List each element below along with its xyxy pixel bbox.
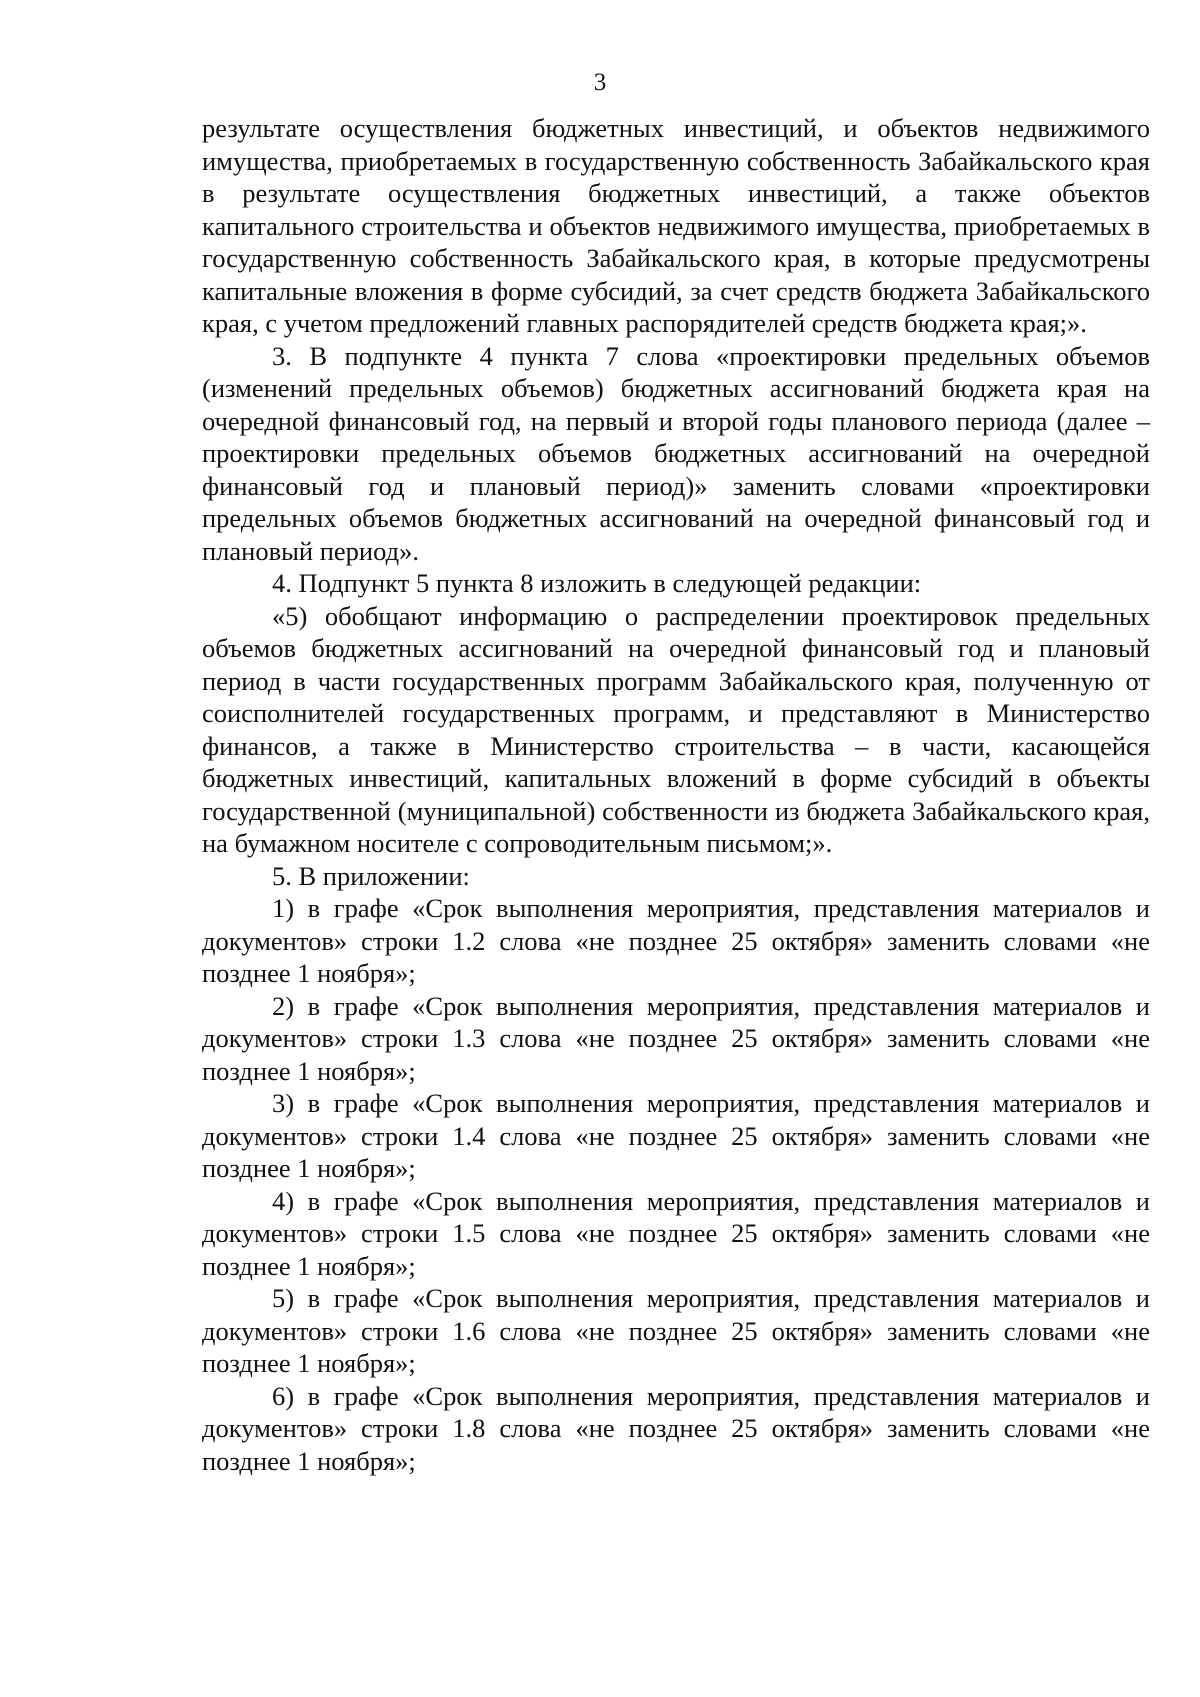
document-body xyxy=(202,112,1150,1477)
paragraph-item-3: 3. В подпункте 4 пункта 7 слова «проектировки предельных объемов (изменений предельных объемов) бюджетных ассигнований бюджета края на очередной финансовый год, на первый и второй годы планового периода (далее – проектировки предельных объемов бюджетных ассигнований на очередной финансовый год и плановый период)» заменить словами «проектировки предельных объемов бюджетных ассигнований на очередной финансовый год и плановый период». xyxy=(202,340,1150,566)
paragraph-subitem-2: 2) в графе «Срок выполнения мероприятия, представления материалов и документов» строки 1.3 слова «не позднее 25 октября» заменить словами «не позднее 1 ноября»; xyxy=(202,990,1150,1086)
paragraph-subitem-5: 5) в графе «Срок выполнения мероприятия, представления материалов и документов» строки 1.6 слова «не позднее 25 октября» заменить словами «не позднее 1 ноября»; xyxy=(202,1283,1150,1378)
paragraph-subitem-3: 3) в графе «Срок выполнения мероприятия, представления материалов и документов» строки 1.4 слова «не позднее 25 октября» заменить словами «не позднее 1 ноября»; xyxy=(202,1088,1150,1183)
paragraph-item-5: 5. В приложении: xyxy=(272,860,470,891)
paragraph-continuation: результате осуществления бюджетных инвестиций, и объектов недвижимого имущества, приобретаемых в государственную собственность Забайкальского края в результате осуществления бюджетных инвестиций, а также объектов капитального строительства и объектов недвижимого имущества, приобретаемых в государственную собственность Забайкальского края, в которые предусмотрены капитальные вложения в форме субсидий, за счет средств бюджета Забайкальского края, с учетом предложений главных распорядителей средств бюджета края;». xyxy=(202,113,1150,338)
paragraph-item-4: 4. Подпункт 5 пункта 8 изложить в следующей редакции: xyxy=(272,568,922,598)
paragraph-subitem-6: 6) в графе «Срок выполнения мероприятия, представления материалов и документов» строки 1.8 слова «не позднее 25 октября» заменить словами «не позднее 1 ноября»; xyxy=(202,1380,1150,1476)
paragraph-subitem-4: 4) в графе «Срок выполнения мероприятия, представления материалов и документов» строки 1.5 слова «не позднее 25 октября» заменить словами «не позднее 1 ноября»; xyxy=(202,1185,1150,1281)
page-number: 3 xyxy=(593,69,607,96)
paragraph-quoted-subitem-5: «5) обобщают информацию о распределении проектировок предельных объемов бюджетных ассигнований на очередной финансовый год и плановый период в части государственных программ Забайкальского края, полученную от соисполнителей государственных программ, и представляют в Министерство финансов, а также в Министерство строительства – в части, касающейся бюджетных инвестиций, капитальных вложений в форме субсидий в объекты государственной (муниципальной) собственности из бюджета Забайкальского края, на бумажном носителе с сопроводительным письмом;». xyxy=(202,600,1150,858)
paragraph-subitem-1: 1) в графе «Срок выполнения мероприятия, представления материалов и документов» строки 1.2 слова «не позднее 25 октября» заменить словами «не позднее 1 ноября»; xyxy=(202,893,1150,988)
